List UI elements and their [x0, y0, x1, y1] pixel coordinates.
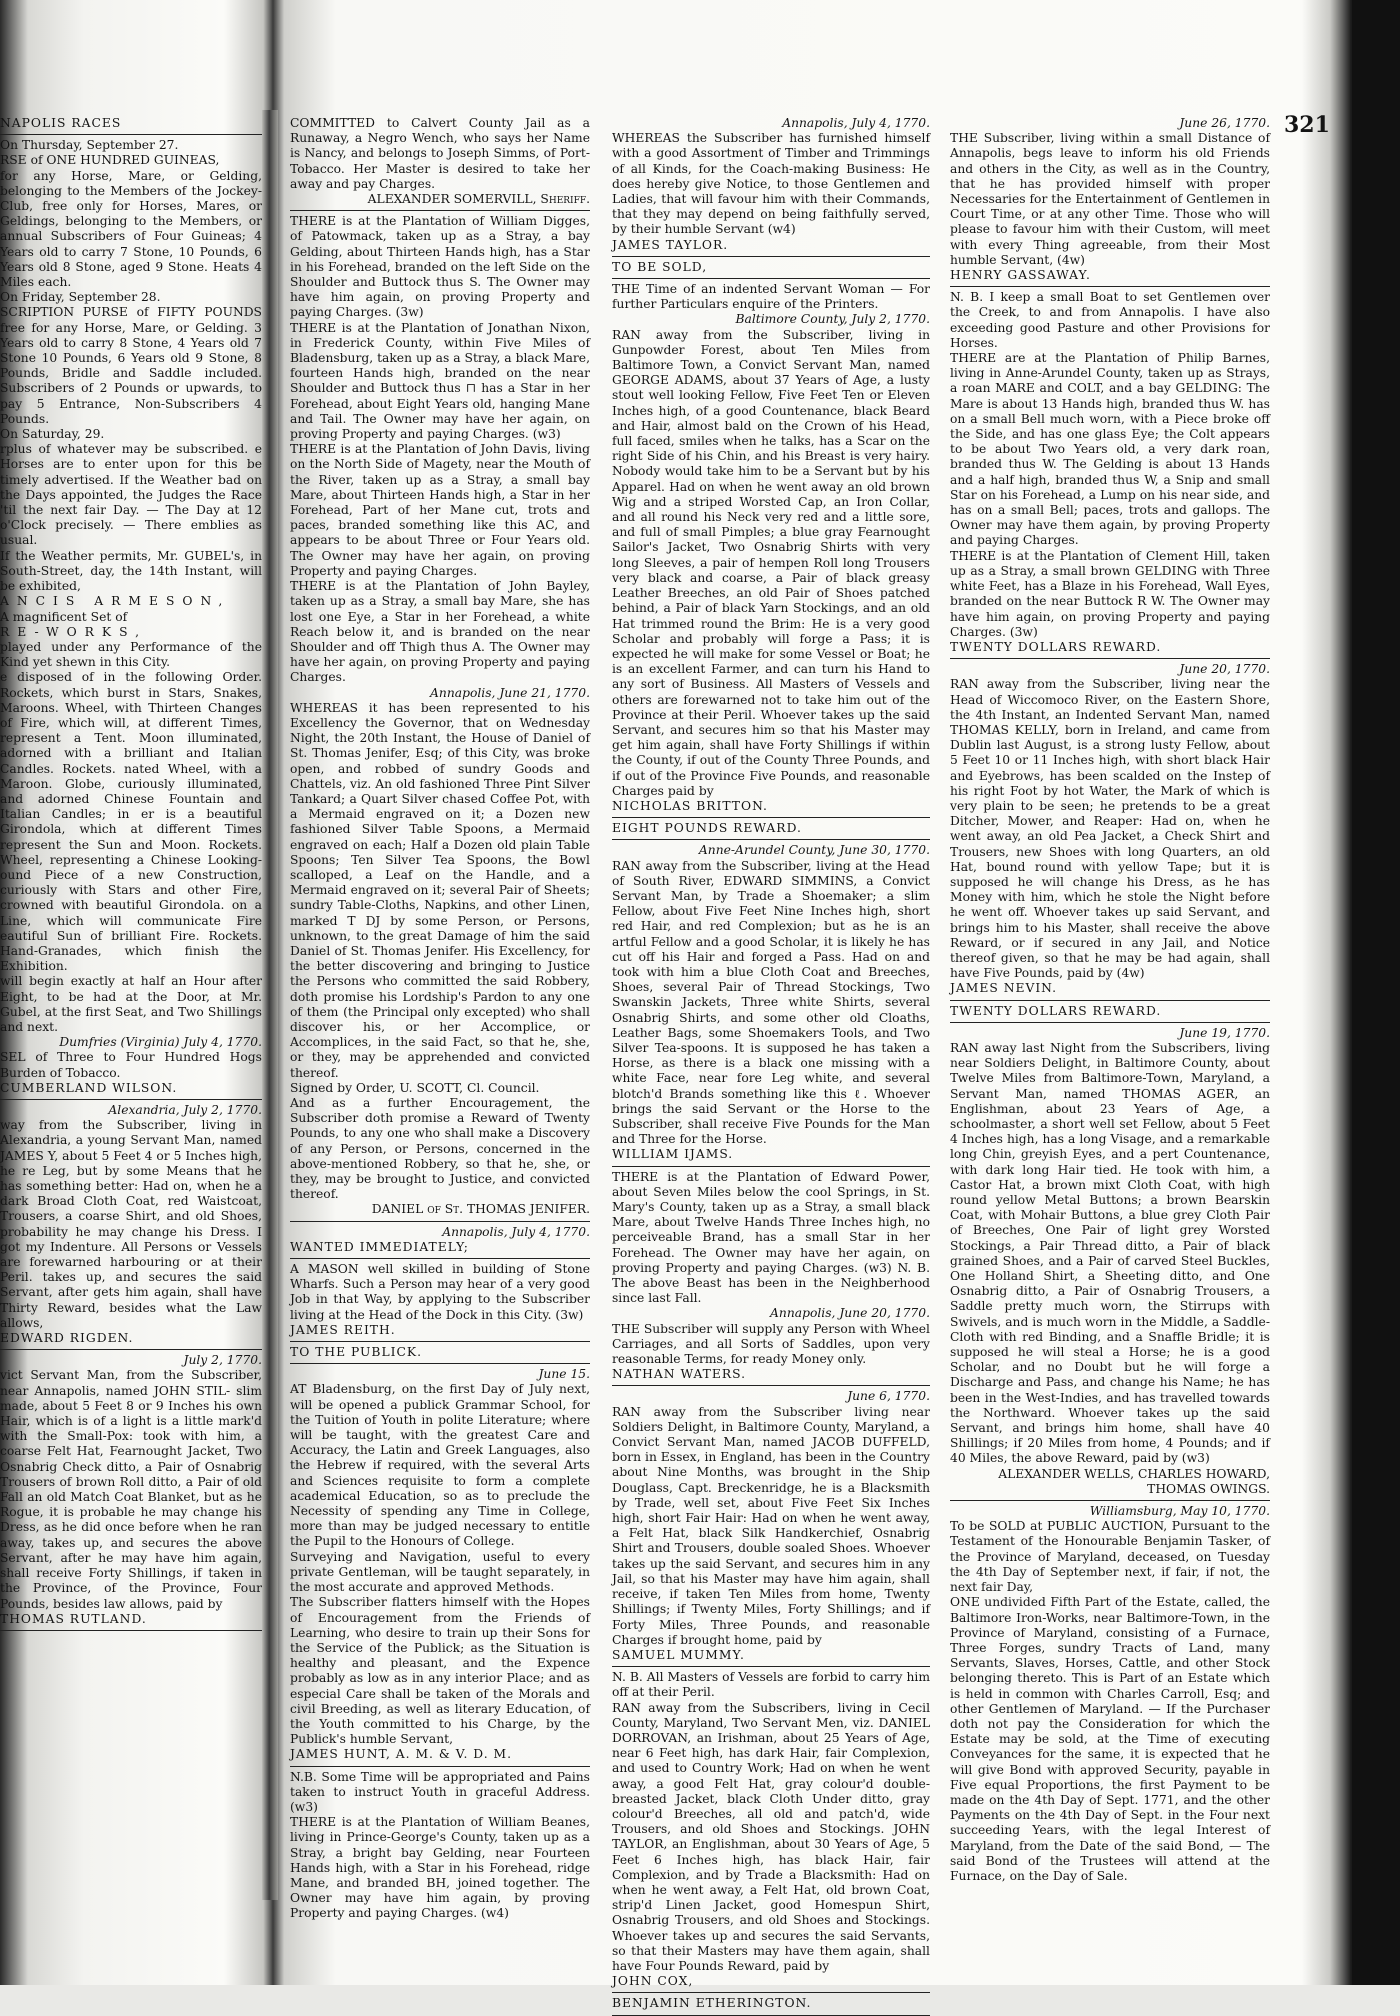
col3-paragraph: JOHN COX,: [612, 1974, 694, 1989]
col3-paragraph: RAN away from the Subscribers, living in Cecil County, Maryland, Two Servant Men, viz. DANIEL DORROVAN, an Irishman, about 25 Years of Age, near 6 Feet high, has dark Hair, fair Complexion, and used to Country Work; Had on when he went away, a good Felt Hat, gray colour'd double-breasted Jacket, black Cloth Under ditto, gray colour'd Breeches, all old and patch'd, wide Trousers, and old Shoes and Stockings. JOHN TAYLOR, an Englishman, about 30 Years of Age, 5 Feet 6 Inches high, has black Hair, fair Complexion, and by Trade a Blacksmith: Had on when he went away, a Felt Hat, old brown Coat, strip'd Linen Jacket, good Homespun Shirt, Osnabrig Trousers, and old Shoes and Stockings. Whoever takes up and secures the said Servants, so that their Masters may have them again, shall have Four Pounds Reward, paid by: [612, 1700, 930, 1973]
column-rule: [950, 1000, 1270, 1001]
col1-paragraph: SCRIPTION PURSE of FIFTY POUNDS free for any Horse, Mare, or Gelding. 3 Years old to carry 8 Stone, 4 Years old 7 Stone 10 Pounds, 6 Years old 9 Stone, 8 Pounds, Bridle and Saddle included. Subscribers of 2 Pounds or upwards, to pay 5 Entrance, Non-Subscribers 4 Pounds.: [0, 305, 262, 426]
col3-paragraph: THE Time of an indented Servant Woman — For further Particulars enquire of the Printers.: [612, 282, 930, 312]
column-4: [950, 116, 1270, 1883]
col2-paragraph: THERE is at the Plantation of John Bayley, taken up as a Stray, a small bay Mare, she has lost one Eye, a Star in her Forehead, a white Reach below it, and is branded on the near Shoulder and off Thigh thus A. The Owner may have her again, on proving Property and paying Charges.: [290, 579, 590, 685]
col1-paragraph: If the Weather permits, Mr. GUBEL's, in South-Street, day, the 14th Instant, will be exhibited,: [0, 548, 262, 594]
col4-paragraph: June 19, 1770.: [1179, 1025, 1270, 1040]
col1-paragraph: CUMBERLAND WILSON.: [0, 1080, 178, 1095]
col1-paragraph: Dumfries (Virginia) July 4, 1770.: [59, 1035, 262, 1050]
col2-paragraph: THERE is at the Plantation of Jonathan Nixon, in Frederick County, within Five Miles of Bladensburg, taken up as a Stray, a black Mare, fourteen Hands high, branded on the near Shoulder and Buttock thus ⊓ has a Star in her Forehead, about Eight Years old, hanging Mane and Tail. The Owner may have her again, on proving Property and paying Charges. (w3): [290, 320, 590, 442]
column-2: [290, 116, 590, 1921]
column-1: [0, 116, 262, 1736]
col3-paragraph: Annapolis, July 4, 1770.: [782, 116, 930, 130]
col4-paragraph: JAMES NEVIN.: [950, 981, 1058, 996]
col2-paragraph: WHEREAS it has been represented to his Excellency the Governor, that on Wednesday Night, the 20th Instant, the House of Daniel of St. Thomas Jenifer, Esq; of this City, was broke open, and robbed of sundry Goods and Chattels, viz. An old fashioned Three Pint Silver Tankard; a Quart Silver chased Coffee Pot, with a Mermaid engraved on it; a Dozen new fashioned Silver Table Spoons, a Mermaid engraved on each; Half a Dozen old plain Table Spoons; Ten Silver Tea Spoons, the Bowl scalloped, a Leaf on the Handle, and a Mermaid engraved on it; several Pair of Sheets; sundry Table-Cloths, Napkins, and other Linen, marked T DJ by some Person, or Persons, unknown, to the great Damage of him the said Daniel of St. Thomas Jenifer. His Excellency, for the better discovering and bringing to Justice the Persons who committed the said Robbery, doth promise his Lordship's Pardon to any one of them (the Principal only excepted) who shall discover his, or her Accomplice, or Accomplices, in the said Fact, so that he, she, or they, may be apprehended and convicted thereof.: [290, 700, 590, 1080]
col2-paragraph: June 15.: [538, 1367, 590, 1382]
column-rule: [290, 1258, 590, 1259]
col1-paragraph: SEL of Three to Four Hundred Hogs Burden of Tobacco.: [0, 1050, 262, 1080]
column-rule: [612, 256, 930, 257]
col3-paragraph: BENJAMIN ETHERINGTON.: [612, 1996, 812, 2011]
column-rule: [0, 1630, 262, 1631]
col1-paragraph: THOMAS RUTLAND.: [0, 1611, 147, 1626]
col3-paragraph: TO BE SOLD,: [612, 259, 708, 274]
col4-paragraph: THE Subscriber, living within a small Distance of Annapolis, begs leave to inform his old Friends and others in the City, as well as in the Country, that he has provided himself with proper Necessaries for the Entertainment of Gentlemen in Court Time, or at any other Time. Those who will please to favour him with their Custom, will meet with every Thing agreeable, from their Most humble Servant, (4w): [950, 131, 1270, 267]
col4-paragraph: June 26, 1770.: [1179, 116, 1270, 130]
col1-paragraph: Alexandria, July 2, 1770.: [108, 1103, 262, 1117]
col1-paragraph: for any Horse, Mare, or Gelding, belonging to the Members of the Jockey-Club, free only for Horses, Mares, or Geldings, belonging to the Members, or annual Subscribers of Four Guineas; 4 Years old to carry 7 Stone, 10 Pounds, 6 Years old 8 Stone, aged 9 Stone. Heats 4 Miles each.: [0, 168, 262, 290]
column-rule: [0, 1349, 262, 1350]
col4-paragraph: TWENTY DOLLARS REWARD.: [950, 1003, 1162, 1018]
col4-paragraph: N. B. I keep a small Boat to set Gentlemen over the Creek, to and from Annapolis. I have also exceeding good Pasture and other Provisions for Horses.: [950, 290, 1270, 350]
col2-paragraph: JAMES REITH.: [290, 1322, 396, 1337]
col4-paragraph: Williamsburg, May 10, 1770.: [1089, 1504, 1270, 1519]
column-rule: [290, 210, 590, 211]
col3-paragraph: JAMES TAYLOR.: [612, 237, 729, 252]
col1-paragraph: July 2, 1770.: [183, 1353, 262, 1368]
col3-paragraph: RAN away from the Subscriber, living in Gunpowder Forest, about Ten Miles from Baltimore Town, a Convict Servant Man, named GEORGE ADAMS, about 37 Years of Age, a lusty stout well looking Fellow, Five Feet Ten or Eleven Inches high, of a good Countenance, black Beard and Hair, almost bald on the Crown of his Head, full faced, smiles when he talks, has a Scar on the right Side of his Chin, and his Breast is very hairy. Nobody would take him to be a Servant but by his Apparel. Had on when he went away an old brown Wig and a striped Worsted Cap, an Iron Collar, and all round his Neck very red and a little sore, and full of small Pimples; a blue gray Fearnought Sailor's Jacket, Two Osnabrig Shirts with very long Sleeves, a pair of hempen Roll long Trousers very black and coarse, a Pair of black greasy Leather Breeches, an old Pair of Shoes patched behind, a Pair of black Yarn Stockings, and an old Hat trimmed round the Brim: He is a very good Scholar and probably will forge a Pass; it is expected he will make for some Vessel or Boat; he is an excellent Farmer, and can turn his Hand to any sort of Business. All Masters of Vessels and others are forewarned not to take him out of the Province at their Peril. Whoever takes up the said Servant, and secures him so that his Master may get him again, shall have Forty Shillings if within the County, if out of the County Three Pounds, and if out of the Province Five Pounds, and reasonable Charges paid by: [612, 327, 930, 798]
col1-paragraph: e disposed of in the following Order. Rockets, which burst in Stars, Snakes, Maroons. Wheel, with Thirteen Changes of Fire, which will, at different Times, represent a Tent. Moon illuminated, adorned with a brilliant and Italian Candles. Rockets. nated Wheel, with a Maroon. Globe, curiously illuminated, and adorned Chinese Fountain and Italian Candles; in er is a beautiful Girondola, which at different Times represent the Sun and Moon. Rockets. Wheel, representing a Chinese Looking-ound Piece of a new Construction, curiously with Stars and other Fire, crowned with beautiful Girondola. on a Line, which will communicate Fire eautiful Sun of brilliant Fire. Rockets. Hand-Granades, which finish the Exhibition.: [0, 670, 262, 974]
col1-paragraph: vict Servant Man, from the Subscriber, near Annapolis, named JOHN STIL- slim made, about 5 Feet 8 or 9 Inches his own Hair, which is of a light is a little mark'd with the Small-Pox: took with him, a coarse Felt Hat, Fearnought Jacket, Two Osnabrig Check ditto, a Pair of Osnabrig Trousers of brown Roll ditto, a Pair of old Fall an old Match Coat Blanket, but as he Rogue, it is probable he may change his Dress, as he did once before when he ran away, takes up, and secures the above Servant, after he may have him again, shall receive Forty Shillings, if taken in the Province, of the Province, Four Pounds, besides law allows, paid by: [0, 1368, 262, 1611]
col3-paragraph: WHEREAS the Subscriber has furnished himself with a good Assortment of Timber and Trimmings of all Kinds, for the Coach-making Business: He does hereby give Notice, to those Gentlemen and Ladies, that will favour him with their Commands, that they may depend on being faithfully served, by their humble Servant (w4): [612, 131, 930, 237]
column-rule: [290, 1341, 590, 1342]
col1-paragraph: played under any Performance of the Kind yet shewn in this City.: [0, 639, 262, 670]
column-rule: [0, 134, 262, 135]
col3-paragraph: RAN away from the Subscriber living near Soldiers Delight, in Baltimore County, Maryland, a Convict Servant Man, named JACOB DUFFELD, born in Essex, in England, has been in the Country about Nine Months, was brought in the Ship Douglass, Capt. Breckenridge, he is a Blacksmith by Trade, well set, about Five Feet Six Inches high, short Fair Hair: Had on when he went away, a Felt Hat, black Silk Handkerchief, Osnabrig Shirt and Trousers, double soaled Shoes. Whoever takes up the said Servant, and secures him in any Jail, so that his Master may have him again, shall receive, if taken Ten Miles from home, Twenty Shillings; if Twenty Miles, Forty Shillings; and if Forty Miles, Three Pounds, and reasonable Charges if brought home, paid by: [612, 1404, 930, 1647]
col3-paragraph: EIGHT POUNDS REWARD.: [612, 821, 802, 836]
col1-paragraph: On Saturday, 29.: [0, 427, 105, 442]
col3-paragraph: June 6, 1770.: [847, 1389, 930, 1404]
col2-paragraph: And as a further Encouragement, the Subscriber doth promise a Reward of Twenty Pounds, to any one who shall make a Discovery of any Person, or Persons, concerned in the above-mentioned Robbery, so that he, she, or they, may be brought to Justice, and convicted thereof.: [290, 1096, 590, 1202]
column-rule: [0, 1099, 262, 1100]
col3-paragraph: NICHOLAS BRITTON.: [612, 798, 768, 813]
col2-paragraph: Surveying and Navigation, useful to every private Gentleman, will be taught separately, in the most accurate and approved Methods.: [290, 1549, 590, 1595]
col4-paragraph: THERE are at the Plantation of Philip Barnes, living in Anne-Arundel County, taken up as Strays, a roan MARE and COLT, and a bay GELDING: The Mare is about 13 Hands high, branded thus W. has on a small Bell much worn, with a Piece broke off the Side, and has one glass Eye; the Colt appears to be about Two Years old, a very dark roan, branded thus W. The Gelding is about 13 Hands and a half high, branded thus W, a Snip and small Star on his Forehead, a Lump on his near side, and has on a small Bell; paces, trots and gallops. The Owner may have them again, by proving Property and paying Charges.: [950, 351, 1270, 548]
column-rule: [612, 1385, 930, 1386]
col2-paragraph: Signed by Order, U. SCOTT, Cl. Council.: [290, 1080, 540, 1095]
col1-paragraph: EDWARD RIGDEN.: [0, 1331, 134, 1346]
col4-paragraph: RAN away last Night from the Subscribers, living near Soldiers Delight, in Baltimore County, about Twelve Miles from Baltimore-Town, Maryland, a Servant Man, named THOMAS AGER, an Englishman, about 23 Years of Age, a schoolmaster, a short well set Fellow, about 5 Feet 4 Inches high, has a long Visage, and a remarkable long Chin, greyish Eyes, and a pert Countenance, with dark long Hair tied. He took with him, a Castor Hat, a brown mixt Cloth Coat, with high round yellow Metal Buttons; a brown Bearskin Coat, with Mohair Buttons, a blue grey Cloth Pair of Breeches, One Pair of light grey Worsted Stockings, a Pair Thread ditto, a Pair of black grained Shoes, and a Pair of carved Steel Buckles, One Holland Shirt, a Sheeting ditto, and One Osnabrig ditto, a Pair of Osnabrig Trousers, a Saddle pretty much worn, the Stirrups with Swivels, and is much worn in the Middle, a Saddle-Cloth with red Binding, and a Snaffle Bridle; it is supposed he will steal a Horse; he is a good Scholar, and no Doubt but he will forge a Discharge and Pass, and change his Name; he has been in the West-Indies, and has travelled towards the Northward. Whoever takes up the said Servant, and brings him home, shall have 40 Shillings; if 20 Miles from home, 4 Pounds; and if 40 Miles, the above Reward, paid by (w3): [950, 1040, 1270, 1466]
col2-paragraph: THERE is at the Plantation of John Davis, living on the North Side of Magety, near the Mouth of the River, taken up as a Stray, a small bay Mare, about Thirteen Hands high, a Star in her Forehead, Part of her Mane cut, trots and paces, branded something like this AC, and appears to be about Three or Four Years old. The Owner may have her again, on proving Property and paying Charges.: [290, 442, 590, 578]
column-rule: [290, 1221, 590, 1222]
col1-paragraph: NAPOLIS RACES: [0, 116, 122, 130]
col2-paragraph: The Subscriber flatters himself with the Hopes of Encouragement from the Friends of Learning, who desire to train up their Sons for the Service of the Publick; as the Situation is healthy and pleasant, and the Expence probably as low as in any interior Place; and as especial Care shall be taken of the Morals and civil Breeding, as well as literary Education, of the Youth committed to his Charge, by the Publick's humble Servant,: [290, 1595, 590, 1747]
column-3: [612, 116, 930, 2011]
column-rule: [290, 1766, 590, 1767]
col2-paragraph: TO THE PUBLICK.: [290, 1345, 422, 1360]
column-rule: [950, 1022, 1270, 1023]
book-gutter: [262, 110, 278, 1900]
col4-paragraph: HENRY GASSAWAY.: [950, 268, 1091, 283]
col1-paragraph: RSE of ONE HUNDRED GUINEAS,: [0, 153, 220, 168]
col3-paragraph: Anne-Arundel County, June 30, 1770.: [698, 843, 930, 858]
column-rule: [612, 839, 930, 840]
col3-paragraph: Baltimore County, July 2, 1770.: [735, 312, 930, 327]
col2-paragraph: AT Bladensburg, on the first Day of July next, will be opened a publick Grammar School, for the Tuition of Youth in polite Literature; where will be taught, with the greatest Care and Accuracy, the Latin and Greek Languages, also the Hebrew if required, with the several Arts and Sciences requisite to form a complete academical Education, so as to preclude the Necessity of spending any Time in College, more than may be judged necessary to entitle the Pupil to the Honours of College.: [290, 1382, 590, 1549]
col2-paragraph: N.B. Some Time will be appropriated and Pains taken to instruct Youth in graceful Address. (w3): [290, 1769, 590, 1814]
col1-paragraph: way from the Subscriber, living in Alexandria, a young Servant Man, named JAMES Y, about 5 Feet 4 or 5 Inches high, he re Leg, but by some Means that he has something better: Had on, when he a dark Broad Cloth Coat, red Waistcoat, Trousers, a coarse Shirt, and old Shoes, probability he may change his Dress. I got my Indenture. All Persons or Vessels are forewarned harbouring or at their Peril. takes up, and secures the said Servant, after gets him again, shall have Thirty Reward, besides what the Law allows,: [0, 1118, 262, 1330]
column-rule: [612, 1992, 930, 1993]
col4-paragraph: THERE is at the Plantation of Clement Hill, taken up as a Stray, a small brown GELDING with Three white Feet, has a Blaze in his Forehead, Wall Eyes, branded on the near Buttock R W. The Owner may have him again, on proving Property and paying Charges. (3w): [950, 548, 1270, 639]
col2-paragraph: ALEXANDER SOMERVILL, Sheriff.: [367, 192, 590, 207]
column-rule: [612, 278, 930, 279]
col2-paragraph: DANIEL of St. THOMAS JENIFER.: [371, 1202, 590, 1217]
col3-paragraph: THE Subscriber will supply any Person with Wheel Carriages, and all Sorts of Saddles, upon very reasonable Terms, for ready Money only.: [612, 1321, 930, 1367]
column-rule: [612, 1666, 930, 1667]
col2-paragraph: Annapolis, July 4, 1770.: [442, 1224, 590, 1239]
col1-paragraph: On Thursday, September 27.: [0, 138, 179, 153]
col4-paragraph: ONE undivided Fifth Part of the Estate, called, the Baltimore Iron-Works, near Baltimore-Town, in the Province of Maryland, consisting of a Furnace, Three Forges, sundry Tracts of Land, many Servants, Slaves, Horses, Cattle, and other Stock belonging thereto. This is Part of an Estate which is held in common with Charles Carroll, Esq; and other Gentlemen of Maryland. — If the Purchaser doth not pay the Consideration for which the Estate may be sold, at the Time of executing Conveyances for the same, it is expected that he will give Bond with approved Security, payable in Five equal Proportions, the first Payment to be made on the 4th Day of Sept. 1771, and the other Payments on the 4th Day of Sept. in the Four next succeeding Years, with the legal Interest of Maryland, from the Date of the said Bond, — The said Bond of the Trustees will attend at the Furnace, on the Day of Sale.: [950, 1595, 1270, 1883]
col2-paragraph: THERE is at the Plantation of William Digges, of Patowmack, taken up as a Stray, a bay Gelding, about Thirteen Hands high, has a Star in his Forehead, branded on the left Side on the Shoulder and Buttock thus S. The Owner may have him again, on proving Property and paying Charges. (3w): [290, 214, 590, 320]
col4-paragraph: ALEXANDER WELLS, CHARLES HOWARD, THOMAS OWINGS.: [998, 1466, 1270, 1496]
col4-paragraph: To be SOLD at PUBLIC AUCTION, Pursuant to the Testament of the Honourable Benjamin Tasker, of the Province of Maryland, deceased, on Tuesday the 4th Day of September next, if fair, if not, the next fair Day,: [950, 1519, 1270, 1595]
col3-paragraph: THERE is at the Plantation of Edward Power, about Seven Miles below the cool Springs, in St. Mary's County, taken up as a Stray, a small black Mare, about Twelve Hands Three Inches high, no perceiveable Brand, has a small Star in her Forehead. The Owner may have her again, on proving Property and paying Charges. (w3) N. B. The above Beast has been in the Neighberhood since last Fall.: [612, 1169, 930, 1306]
col1-paragraph: will begin exactly at half an Hour after Eight, to be had at the Door, at Mr. Gubel, at the first Seat, and Two Shillings and next.: [0, 974, 262, 1034]
book-edge: [1352, 0, 1400, 1985]
col1-paragraph: RE-WORKS,: [0, 624, 148, 639]
column-rule: [612, 1166, 930, 1167]
col1-paragraph: rplus of whatever may be subscribed. e Horses are to enter upon for this be timely advertised. If the Weather bad on the Days appointed, the Judges the Race 'til the next fair Day. — The Day at 12 o'Clock precisely. — There emblies as usual.: [0, 442, 262, 548]
col2-paragraph: A MASON well skilled in building of Stone Wharfs. Such a Person may hear of a very good Job in that Way, by applying to the Subscriber living at the Head of the Dock in this City. (3w): [290, 1262, 590, 1322]
column-rule: [950, 1500, 1270, 1501]
page-number: 321: [1284, 112, 1330, 138]
column-rule: [950, 286, 1270, 287]
col3-paragraph: SAMUEL MUMMY.: [612, 1647, 745, 1662]
col3-paragraph: WILLIAM IJAMS.: [612, 1147, 734, 1162]
col2-paragraph: WANTED IMMEDIATELY;: [290, 1239, 469, 1254]
col2-paragraph: COMMITTED to Calvert County Jail as a Runaway, a Negro Wench, who says her Name is Nancy, and belongs to Joseph Simms, of Port-Tobacco. Her Master is desired to take her away and pay Charges.: [290, 116, 590, 191]
col3-paragraph: N. B. All Masters of Vessels are forbid to carry him off at their Peril.: [612, 1670, 930, 1700]
col4-paragraph: TWENTY DOLLARS REWARD.: [950, 639, 1162, 654]
col2-paragraph: JAMES HUNT, A. M. & V. D. M.: [290, 1747, 513, 1762]
column-rule: [612, 817, 930, 818]
col3-paragraph: NATHAN WATERS.: [612, 1367, 747, 1382]
col3-paragraph: RAN away from the Subscriber, living at the Head of South River, EDWARD SIMMINS, a Convict Servant Man, by Trade a Shoemaker; a slim Fellow, about Five Feet Nine Inches high, short red Hair, and red Complexion; but as he is an artful Fellow and a good Scholar, it is likely he has cut off his Hair and forged a Pass. Had on and took with him a blue Cloth Coat and Breeches, Shoes, several Pair of Thread Stockings, Two Swanskin Jackets, Three white Shirts, several Osnabrig Shirts, and some other old Cloaths, Leather Bags, some Shoemakers Tools, and Two Silver Tea-spoons. It is supposed he has taken a Horse, as there is a black one missing with a white Face, near fore Leg white, and several blotch'd Brands something like this ℓ. Whoever brings the said Servant or the Horse to the Subscriber, shall receive Five Pounds for the Man and Three for the Horse.: [612, 858, 930, 1147]
col1-paragraph: ANCIS ARMESON,: [0, 594, 231, 609]
col3-paragraph: Annapolis, June 20, 1770.: [770, 1306, 930, 1321]
column-rule: [290, 1363, 590, 1364]
col4-paragraph: RAN away from the Subscriber, living near the Head of Wiccomoco River, on the Eastern Shore, the 4th Instant, an Indented Servant Man, named THOMAS KELLY, born in Ireland, and came from Dublin last August, is a strong lusty Fellow, about 5 Feet 10 or 11 Inches high, with short black Hair and Eyebrows, has been scalded on the Instep of his right Foot by hot Water, the Mark of which is very plain to be seen; he pretends to be a great Ditcher, Mower, and Reaper: Had on, when he went away, an old Pea Jacket, a Check Shirt and Trousers, new Shoes with long Quarters, an old Hat, bound round with yellow Tape; but it is supposed he will change his Dress, as he has Money with him, which he stole the Night before he went off. Whoever takes up said Servant, and brings him to his Master, shall receive the above Reward, or if secured in any Jail, and Notice thereof given, so that he may be had again, shall have Five Pounds, paid by (4w): [950, 677, 1270, 981]
col1-paragraph: On Friday, September 28.: [0, 290, 161, 305]
col1-paragraph: A magnificent Set of: [0, 609, 128, 624]
column-rule: [950, 658, 1270, 659]
col2-paragraph: THERE is at the Plantation of William Beanes, living in Prince-George's County, taken up as a Stray, a bright bay Gelding, near Fourteen Hands high, with a Star in his Forehead, ridge Mane, and branded BH, joined together. The Owner may have him again, by proving Property and paying Charges. (w4): [290, 1815, 590, 1921]
column-rule: [612, 2015, 930, 2016]
col2-paragraph: Annapolis, June 21, 1770.: [430, 685, 590, 700]
col4-paragraph: June 20, 1770.: [1179, 662, 1270, 677]
